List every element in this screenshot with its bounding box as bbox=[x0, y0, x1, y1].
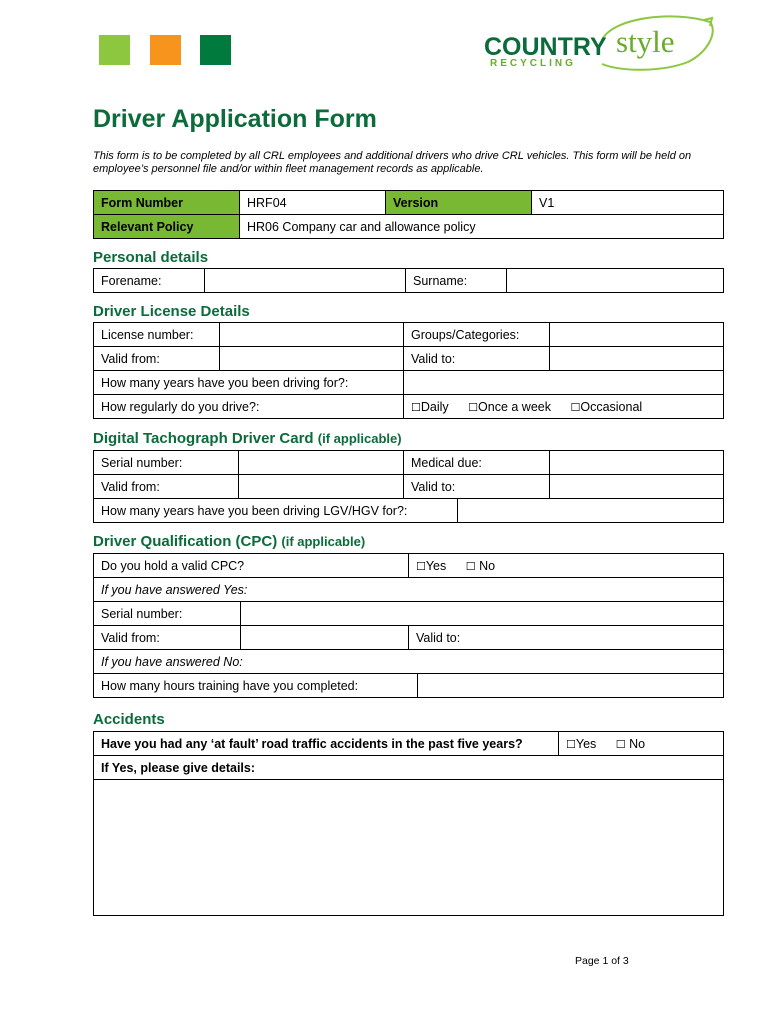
accidents-details-field[interactable] bbox=[94, 780, 724, 916]
checkbox-icon[interactable]: ☐ bbox=[566, 737, 576, 751]
logo-word-country: COUNTRY bbox=[484, 33, 607, 61]
option-occasional[interactable]: ☐Occasional bbox=[570, 399, 643, 414]
medical-due-field[interactable] bbox=[550, 451, 724, 475]
cpc-serial-field[interactable] bbox=[241, 602, 724, 626]
version-label: Version bbox=[386, 191, 532, 215]
checkbox-icon[interactable]: ☐ bbox=[468, 400, 479, 414]
training-hours-field[interactable] bbox=[418, 674, 724, 698]
tacho-serial-field[interactable] bbox=[239, 451, 404, 475]
accidents-option-no[interactable]: ☐ No bbox=[615, 736, 646, 751]
tacho-valid-from-field[interactable] bbox=[239, 475, 404, 499]
logo-tagline: RECYCLING bbox=[490, 58, 576, 69]
brand-square-orange bbox=[150, 35, 181, 65]
form-number-value: HRF04 bbox=[240, 191, 386, 215]
form-number-label: Form Number bbox=[94, 191, 240, 215]
years-lgv-field[interactable] bbox=[458, 499, 724, 523]
tacho-valid-to-field[interactable] bbox=[550, 475, 724, 499]
option-daily[interactable]: ☐Daily bbox=[411, 399, 449, 414]
cpc-valid-to-label: Valid to: bbox=[408, 626, 723, 650]
page-number: Page 1 of 3 bbox=[575, 955, 629, 967]
form-info-table bbox=[93, 190, 724, 239]
checkbox-icon[interactable]: ☐ bbox=[415, 559, 426, 573]
tacho-serial-label: Serial number: bbox=[94, 451, 239, 475]
accidents-question: Have you had any ‘at fault’ road traffic accidents in the past five years? bbox=[94, 732, 559, 756]
cpc-valid-from-field[interactable] bbox=[241, 626, 409, 650]
intro-text: This form is to be completed by all CRL employees and additional drivers who drive CRL vehicles. This form will be held on employee’s personnel file and/or within fleet management records as applicable. bbox=[93, 150, 692, 175]
version-value: V1 bbox=[532, 191, 724, 215]
brand-square-green bbox=[99, 35, 130, 65]
cpc-options bbox=[408, 554, 723, 578]
cpc-if-yes: If you have answered Yes: bbox=[94, 578, 724, 602]
years-driving-field[interactable] bbox=[404, 371, 724, 395]
surname-field[interactable] bbox=[507, 269, 724, 293]
policy-value: HR06 Company car and allowance policy bbox=[240, 215, 724, 239]
checkbox-icon[interactable]: ☐ bbox=[465, 559, 476, 573]
forename-field[interactable] bbox=[205, 269, 406, 293]
tacho-valid-to-label: Valid to: bbox=[404, 475, 550, 499]
cpc-serial-label: Serial number: bbox=[94, 602, 241, 626]
option-once-a-week[interactable]: ☐Once a week bbox=[468, 399, 551, 414]
drive-frequency-label: How regularly do you drive?: bbox=[94, 395, 404, 419]
license-number-label: License number: bbox=[94, 323, 220, 347]
cpc-if-no: If you have answered No: bbox=[94, 650, 724, 674]
tacho-valid-from-label: Valid from: bbox=[94, 475, 239, 499]
license-valid-to-field[interactable] bbox=[550, 347, 724, 371]
accidents-heading: Accidents bbox=[93, 711, 165, 728]
license-heading: Driver License Details bbox=[93, 303, 250, 320]
company-logo bbox=[482, 12, 718, 74]
accidents-details-label: If Yes, please give details: bbox=[94, 756, 724, 780]
checkbox-icon[interactable]: ☐ bbox=[570, 400, 581, 414]
tacho-heading: Digital Tachograph Driver Card (if applicable) bbox=[93, 430, 402, 447]
page-title: Driver Application Form bbox=[93, 105, 377, 133]
cpc-option-yes[interactable]: ☐Yes bbox=[415, 558, 447, 573]
personal-table bbox=[93, 268, 724, 293]
tacho-table bbox=[93, 450, 724, 523]
forename-label: Forename: bbox=[94, 269, 205, 293]
cpc-table bbox=[93, 553, 724, 698]
medical-due-label: Medical due: bbox=[404, 451, 550, 475]
years-driving-label: How many years have you been driving for?: bbox=[94, 371, 404, 395]
accidents-options bbox=[559, 732, 724, 756]
cpc-option-no[interactable]: ☐ No bbox=[465, 558, 496, 573]
brand-square-darkgreen bbox=[200, 35, 231, 65]
license-valid-to-label: Valid to: bbox=[404, 347, 550, 371]
license-valid-from-field[interactable] bbox=[220, 347, 404, 371]
drive-frequency-options bbox=[404, 395, 724, 419]
cpc-heading: Driver Qualification (CPC) (if applicable) bbox=[93, 533, 366, 550]
groups-field[interactable] bbox=[550, 323, 724, 347]
years-lgv-label: How many years have you been driving LGV/HGV for?: bbox=[94, 499, 458, 523]
personal-heading: Personal details bbox=[93, 249, 209, 266]
accidents-table bbox=[93, 731, 724, 916]
policy-label: Relevant Policy bbox=[94, 215, 240, 239]
license-valid-from-label: Valid from: bbox=[94, 347, 220, 371]
cpc-valid-from-label: Valid from: bbox=[94, 626, 241, 650]
checkbox-icon[interactable]: ☐ bbox=[411, 400, 421, 414]
cpc-question: Do you hold a valid CPC? bbox=[94, 554, 409, 578]
groups-label: Groups/Categories: bbox=[404, 323, 550, 347]
license-table bbox=[93, 322, 724, 419]
checkbox-icon[interactable]: ☐ bbox=[615, 737, 626, 751]
accidents-option-yes[interactable]: ☐Yes bbox=[566, 736, 597, 751]
training-hours-label: How many hours training have you completed: bbox=[94, 674, 418, 698]
surname-label: Surname: bbox=[406, 269, 507, 293]
logo-word-style: style bbox=[616, 24, 675, 59]
license-number-field[interactable] bbox=[220, 323, 404, 347]
